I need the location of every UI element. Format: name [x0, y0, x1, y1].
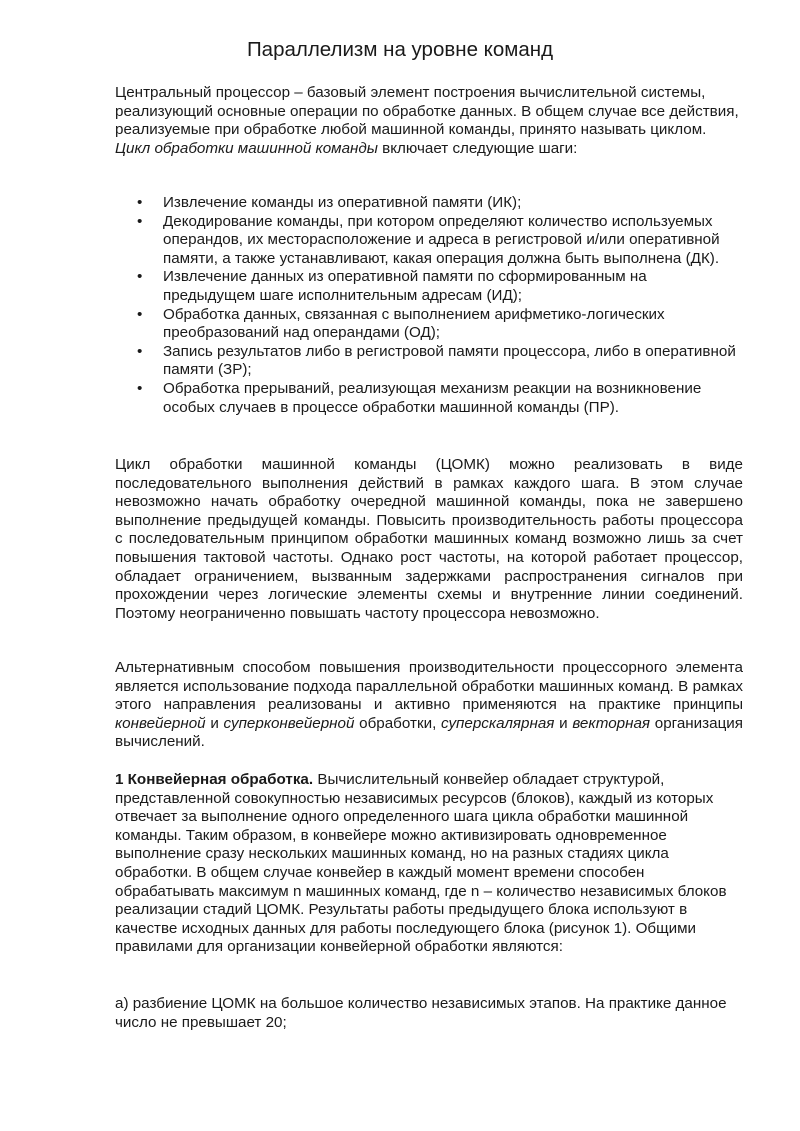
list-item-text: Декодирование команды, при котором определяют количество используемых операндов, их месторасположение и адреса в регистровой и/или оперативной памяти, а также устанавливают, какая операция должна быть выполнена (ДК).	[163, 212, 720, 267]
alt-text-5: организация вычислений.	[115, 714, 743, 751]
section-text: Вычислительный конвейер обладает структурой, представленной совокупностью независимых ресурсов (блоков), каждый из которых отвечает за выполнение одного определенного шага цикла обработки машинной команды. Таким образом, в конвейере можно активизировать одновременное выполнение сразу нескольких машинных команд, но на разных стадиях цикла обработки. В общем случае конвейер в каждый момент времени способен обрабатывать максимум n машинных команд, где n – количество независимых блоков реализации стадий ЦОМК. Результаты работы предыдущего блока используют в качестве исходных данных для работы последующего блока (рисунок 1). Общими правилами для организации конвейерной обработки являются:	[115, 771, 727, 956]
bullet-icon: •	[137, 379, 143, 397]
intro-paragraph	[115, 84, 743, 158]
bullet-icon: •	[137, 212, 143, 230]
alt-text-1: Альтернативным способом повышения производительности процессорного элемента является использование подхода параллельной обработки машинных команд. В рамках этого направления реализованы и активно применяются на практике принципы	[115, 659, 743, 714]
list-item	[115, 343, 743, 380]
bullet-icon: •	[137, 268, 143, 286]
list-item-text: Обработка данных, связанная с выполнением арифметико-логических преобразований над операндами (ОД);	[163, 305, 665, 342]
alt-term-superscalar: суперскалярная	[441, 714, 555, 732]
alt-term-vector: векторная	[572, 714, 651, 732]
section-heading: 1 Конвейерная обработка.	[115, 771, 314, 788]
alt-text-4: и	[554, 714, 573, 732]
list-item-text: Обработка прерываний, реализующая механизм реакции на возникновение особых случаев в процессе обработки машинной команды (ПР).	[163, 379, 702, 416]
intro-italic-term: Цикл обработки машинной команды	[115, 139, 378, 157]
rule-a-paragraph: а) разбиение ЦОМК на большое количество независимых этапов. На практике данное число не превышает 20;	[115, 995, 727, 1031]
page-title: Параллелизм на уровне команд	[246, 38, 554, 61]
alt-term-pipeline: конвейерной	[115, 714, 206, 732]
list-item	[115, 194, 743, 213]
list-item-text: Извлечение данных из оперативной памяти по сформированным на предыдущем шаге исполнительным адресам (ИД);	[163, 268, 647, 304]
steps-list	[115, 194, 743, 417]
list-item	[115, 380, 743, 417]
section-pipeline-paragraph	[115, 771, 743, 957]
bullet-icon: •	[137, 194, 143, 211]
alt-text-3: обработки,	[354, 714, 442, 732]
list-item	[115, 213, 743, 269]
list-item	[115, 306, 743, 343]
intro-text-end: включает следующие шаги:	[377, 139, 578, 157]
intro-text: Центральный процессор – базовый элемент построения вычислительной системы, реализующий основные операции по обработке данных. В общем случае все действия, реализуемые при обработке любой машинной команды, принято называть циклом.	[115, 84, 739, 139]
bullet-icon: •	[137, 305, 143, 323]
bullet-icon: •	[137, 342, 143, 360]
alt-text-2: и	[205, 714, 224, 732]
comk-paragraph: Цикл обработки машинной команды (ЦОМК) можно реализовать в виде последовательного выполнения действий в рамках каждого шага. В этом случае невозможно начать обработку очередной машинной команды, пока не завершено выполнение предыдущей команды. Повысить производительность работы процессора с последовательным принципом обработки машинных команд возможно лишь за счет повышения тактовой частоты. Однако рост частоты, на которой работает процессор, обладает ограничением, вызванным задержками распространения сигналов при прохождении через логические элементы схемы и внутренние линии соединений. Поэтому неограниченно повышать частоту процессора невозможно.	[115, 456, 743, 622]
list-item	[115, 268, 743, 305]
list-item-text: Извлечение команды из оперативной памяти (ИК);	[163, 194, 522, 211]
list-item-text: Запись результатов либо в регистровой памяти процессора, либо в оперативной памяти (ЗР);	[163, 342, 736, 379]
alternative-paragraph	[115, 659, 743, 752]
alt-term-superpipeline: суперконвейерной	[223, 714, 355, 732]
